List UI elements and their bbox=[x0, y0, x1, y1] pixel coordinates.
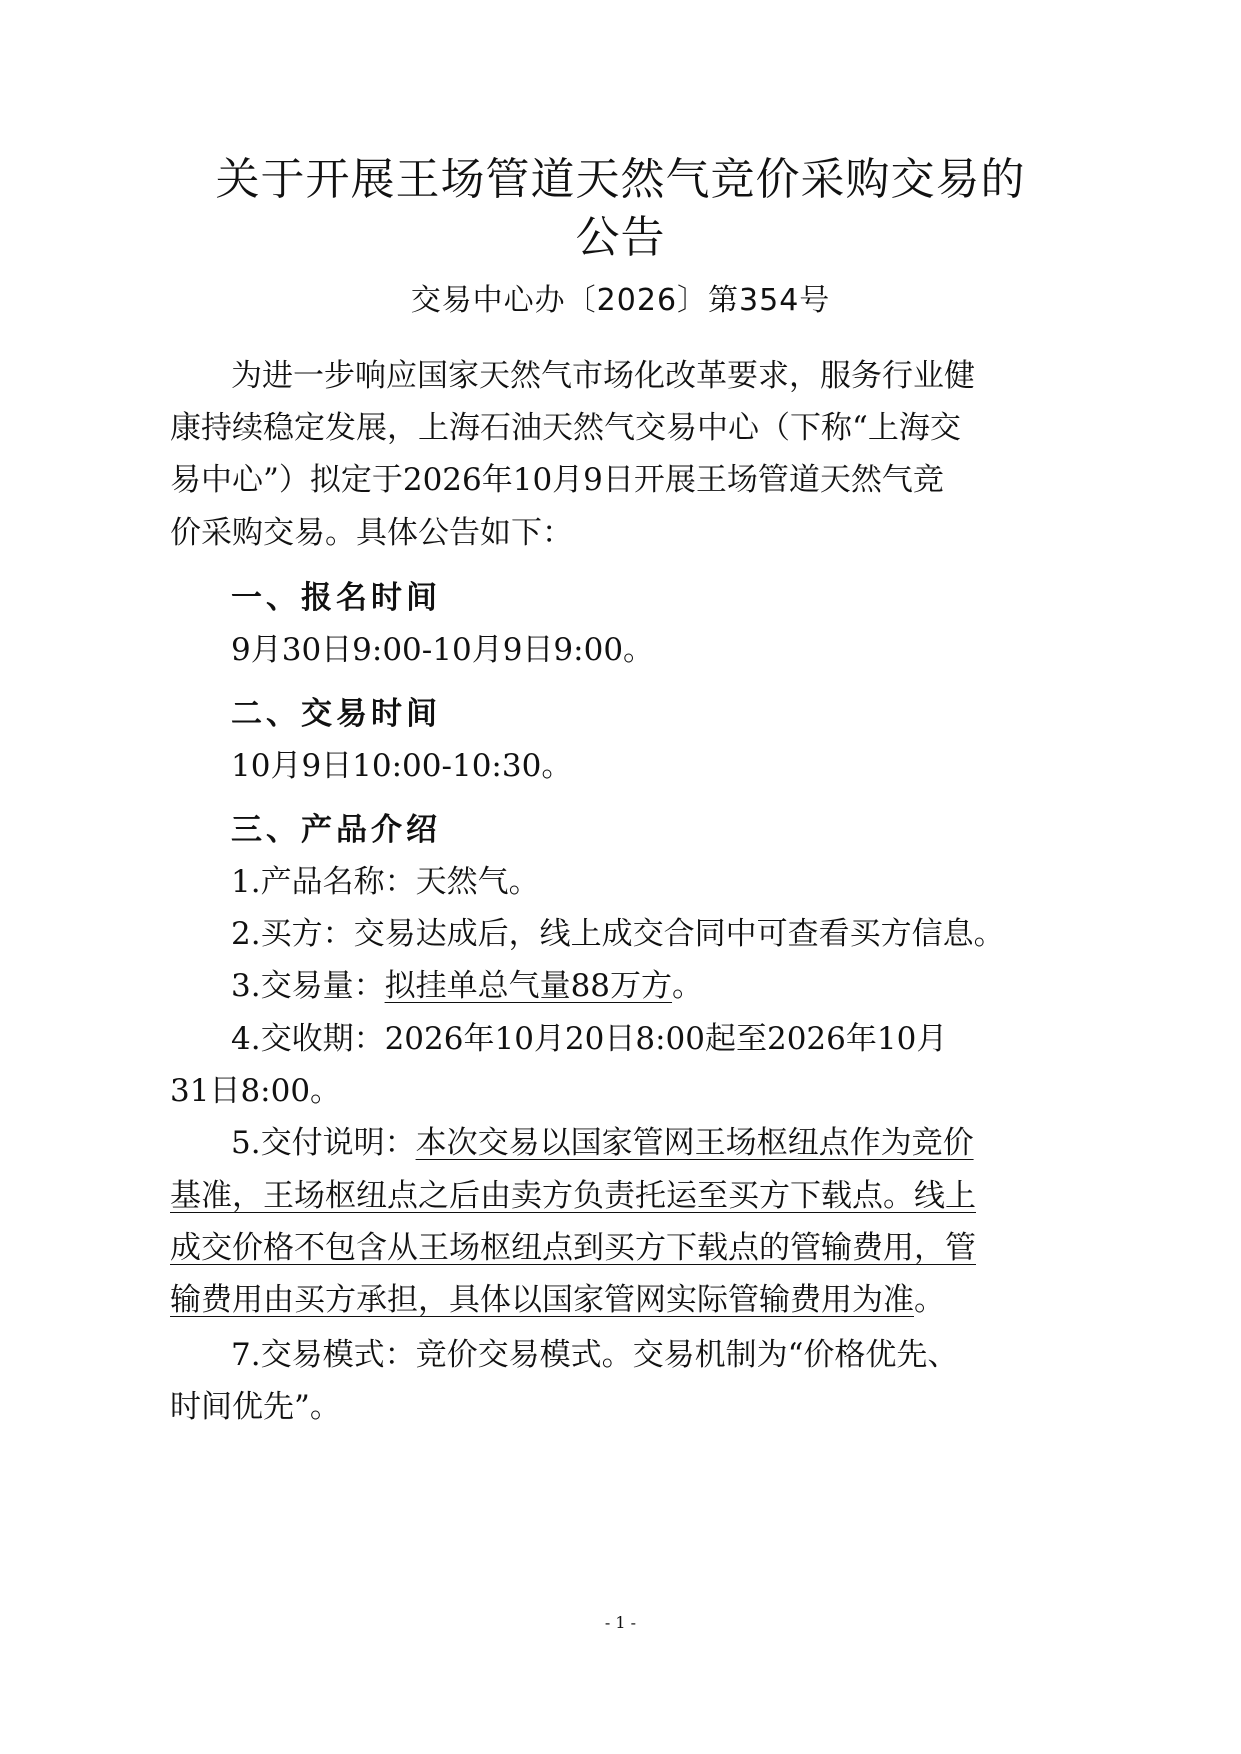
product-name-item: 1.产品名称：天然气。 bbox=[231, 864, 540, 900]
trading-mode-line-1: 7.交易模式：竞价交易模式。交易机制为“价格优先、 bbox=[231, 1337, 959, 1373]
delivery-note-line-2: 基准，王场枢纽点之后由卖方负责托运至买方下载点。线上 bbox=[170, 1178, 976, 1214]
registration-heading: 一、报名时间 bbox=[231, 580, 441, 616]
delivery-note-line-1 bbox=[231, 1123, 974, 1163]
delivery-note-text-4: 输费用由买方承担，具体以国家管网实际管输费用为准 bbox=[170, 1282, 914, 1318]
volume-label: 3.交易量： bbox=[231, 968, 385, 1004]
intro-line-2: 康持续稳定发展，上海石油天然气交易中心（下称“上海交 bbox=[170, 410, 961, 446]
delivery-note-text-1: 本次交易以国家管网王场枢纽点作为竞价 bbox=[415, 1125, 974, 1161]
delivery-note-label: 5.交付说明： bbox=[231, 1125, 416, 1161]
product-heading: 三、产品介绍 bbox=[231, 812, 441, 848]
document-title-line-2: 公告 bbox=[575, 212, 666, 263]
trading-heading: 二、交易时间 bbox=[231, 696, 441, 732]
document-number: 交易中心办〔2026〕第354号 bbox=[410, 283, 831, 318]
buyer-item: 2.买方：交易达成后，线上成交合同中可查看买方信息。 bbox=[231, 916, 1005, 952]
trading-time: 10月9日10:00-10:30。 bbox=[231, 748, 573, 784]
intro-line-1: 为进一步响应国家天然气市场化改革要求，服务行业健 bbox=[231, 358, 975, 394]
intro-line-4: 价采购交易。具体公告如下： bbox=[170, 515, 573, 551]
registration-time: 9月30日9:00-10月9日9:00。 bbox=[231, 632, 655, 668]
delivery-period-line-1: 4.交收期：2026年10月20日8:00起至2026年10月 bbox=[231, 1021, 948, 1057]
delivery-period-line-2: 31日8:00。 bbox=[170, 1073, 342, 1109]
volume-suffix: 。 bbox=[672, 968, 704, 1004]
volume-item bbox=[231, 966, 703, 1006]
volume-value: 拟挂单总气量88万方 bbox=[384, 968, 673, 1004]
page-number: - 1 - bbox=[604, 1613, 637, 1632]
intro-line-3: 易中心”）拟定于2026年10月9日开展王场管道天然气竞 bbox=[170, 462, 944, 498]
delivery-note-line-3: 成交价格不包含从王场枢纽点到买方下载点的管输费用，管 bbox=[170, 1230, 976, 1266]
trading-mode-line-2: 时间优先”。 bbox=[170, 1389, 341, 1425]
document-title-line-1: 关于开展王场管道天然气竞价采购交易的 bbox=[215, 154, 1026, 205]
delivery-note-suffix: 。 bbox=[914, 1282, 945, 1318]
delivery-note-line-4 bbox=[170, 1280, 945, 1320]
